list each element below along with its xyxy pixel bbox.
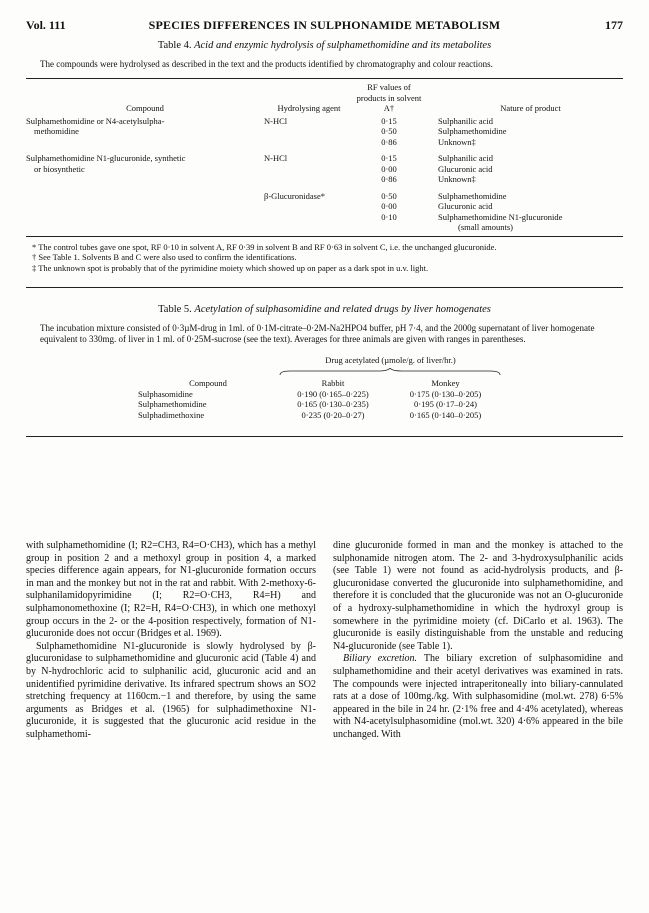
table4-cell-compound [26, 212, 264, 223]
table4-cell-agent [264, 126, 354, 137]
table4-footnote-3: ‡ The unknown spot is probably that of the pyrimidine moiety which showed up on paper as a dark spot in u.v. light. [32, 262, 429, 273]
table5-header-row [138, 378, 503, 389]
table4-caption-prefix: Table 4. [157, 40, 192, 51]
table4-cell-agent [264, 164, 354, 175]
table4-cell-agent [264, 174, 354, 185]
table5-col-rabbit: Rabbit [321, 378, 345, 388]
table5-brace [278, 368, 503, 376]
left-paragraph-1: with sulphamethomidine (I; R2=CH3, R4=O·CH3), which has a methyl group in position 2 and a methoxyl group in position 4, a marked species difference again appears, for N1-glucuronide formation occurs in man and the monkey but not in the rat and rabbit. With 2-methoxy-6-sulphanilamidopyrimidine (I; R2=O·CH3, R4=H) and sulphamonomethoxine (I; R2=H, R4=O·CH3), in which one methoxyl group occurs in the 2- or the 4-position respectively, formation of N1-glucuronide does not occur (Bridges et al. 1969). [26, 540, 316, 640]
table4-cell-rf: 0·50 [381, 190, 397, 201]
right-paragraph-1: dine glucuronide formed in man and the monkey is attached to the sulphonamide nitrogen atom. The 2- and 3-hydroxysulphanilic acids (see Table 1) were not found as acid-hydrolysis products, and β-glucuronidase converted the glucuronide into sulphamethomidine, and therefore it is concluded that the glucuronide was not an O-glucuronide of a hydroxy-sulphamethomidine in which the hydroxyl group is somewhere in the pyrimidine moiety (cf. DiCarlo et al. 1963). The glucuronide is easily distinguishable from the unstable and reducing N4-glucuronide (see Table 1). [333, 540, 623, 652]
table5-span-header: Drug acetylated (µmole/g. of liver/hr.) [325, 355, 456, 365]
table5-col-monkey: Monkey [431, 378, 460, 388]
table-row [26, 164, 623, 175]
right-column [333, 540, 623, 742]
table4-cell-compound: Sulphamethomidine or N4-acetylsulpha- [26, 115, 165, 126]
table4-cell-compound [26, 137, 264, 148]
table5-caption-prefix: Table 5. [158, 304, 192, 315]
table4-header-row [26, 82, 623, 116]
table5-description: The incubation mixture consisted of 0·3µM-drug in 1ml. of 0·1M-citrate–0·2M-Na2HPO4 buffer, pH 7·4, and the 2000g supernatant of liver homogenate equivalent to 330mg. of liver in 1 ml. of 0·25M-sucrose (see the text). Averages for three animals are given with ranges in parentheses. [40, 323, 595, 344]
table4-cell-agent [264, 222, 354, 233]
table4-cell-product: Glucuronic acid [438, 201, 493, 211]
table5-cell-rabbit: 0·190 (0·165–0·225) [297, 388, 369, 399]
table5-cell-monkey: 0·165 (0·140–0·205) [409, 409, 482, 420]
table4-cell-rf: 0·15 [381, 115, 397, 126]
table4-cell-product: Sulphanilic acid [438, 153, 494, 163]
table4-cell-agent: N-HCl [264, 115, 288, 126]
table4-cell-agent [264, 137, 354, 148]
table5-cell-compound: Sulphasomidine [138, 388, 193, 399]
table5-caption [26, 304, 623, 315]
table4-cell-rf: 0·86 [381, 174, 397, 184]
page [26, 18, 623, 437]
right-paragraph-2 [333, 653, 623, 741]
table4-cell-compound [26, 191, 264, 202]
table4-cell-product: Sulphamethomidine [438, 190, 507, 201]
table4-cell-product: Unknown‡ [438, 174, 476, 184]
table4-col-product: Nature of product [500, 103, 561, 113]
table5-col-compound: Compound [189, 378, 227, 388]
table4-cell-agent [264, 201, 354, 212]
table4-cell-compound [26, 201, 264, 212]
table4-cell-agent [264, 212, 354, 223]
table4-body [26, 116, 623, 233]
table-row [26, 222, 623, 233]
table4-cell-rf [354, 222, 424, 233]
volume-label: Vol. 111 [26, 18, 66, 32]
table4-description: The compounds were hydrolysed as described in the text and the products identified by chromatography and colour reactions. [40, 59, 493, 69]
table-row [26, 174, 623, 185]
table4-cell-rf: 0·15 [381, 153, 397, 163]
table-row [26, 116, 623, 127]
table4-cell-product: Sulphanilic acid [438, 115, 494, 126]
table-row [26, 212, 623, 223]
table-row [26, 201, 623, 212]
table4-footnote-1: * The control tubes gave one spot, RF 0·10 in solvent A, RF 0·39 in solvent B and RF 0·63 in solvent C, i.e. the unchanged glucuronide. [32, 241, 497, 252]
table4-cell-compound: methomidine [34, 126, 79, 136]
table4-cell-rf: 0·86 [381, 136, 397, 147]
table5-cell-rabbit: 0·235 (0·20–0·27) [301, 409, 365, 420]
table-row [26, 126, 623, 137]
table-row [138, 389, 503, 400]
body-text [26, 540, 623, 742]
table4-caption [26, 40, 623, 51]
table4-footnotes [26, 242, 623, 274]
table4-cell-rf: 0·00 [381, 163, 397, 174]
table-row [138, 399, 503, 410]
table4-cell-compound: or biosynthetic [34, 163, 85, 174]
table-row [26, 137, 623, 148]
table5-caption-text: Acetylation of sulphasomidine and related drugs by liver homogenates [194, 304, 491, 315]
table4-caption-text: Acid and enzymic hydrolysis of sulphamethomidine and its metabolites [194, 40, 492, 51]
running-header [26, 18, 623, 36]
table4-cell-product: Sulphamethomidine N1-glucuronide [438, 211, 563, 222]
table4-top-rule [26, 78, 623, 79]
table4-cell-product: Unknown‡ [438, 136, 476, 147]
table5-cell-compound: Sulphadimethoxine [138, 409, 205, 420]
table4 [26, 82, 623, 233]
table4-cell-product: Sulphamethomidine [438, 126, 507, 136]
table-row [26, 153, 623, 164]
table5 [138, 355, 503, 420]
left-paragraph-2: Sulphamethomidine N1-glucuronide is slowly hydrolysed by β-glucuronidase to sulphamethomidine and glucuronic acid (Table 4) and by N-hydrochloric acid to sulphanilic acid, glucuronic acid and an unidentified pyrimidine derivative. Its infrared spectrum shows an SO2 stretching frequency at 1160cm.−1 and therefore, by using the same arguments as Bridges et al. (1965) for sulphadimethoxine N1-glucuronide, it is suggested that the glucuronic acid residue in the sulphamethomi- [26, 640, 316, 740]
table4-cell-rf: 0·50 [381, 126, 397, 136]
table4-cell-product: (small amounts) [458, 222, 514, 232]
table4-col-rf: RF values of products in solvent A† [356, 82, 422, 113]
biliary-excretion-heading: Biliary excretion. [343, 653, 418, 665]
running-title: SPECIES DIFFERENCES IN SULPHONAMIDE METABOLISM [148, 18, 501, 32]
table4-cell-rf: 0·00 [381, 201, 397, 211]
table4-bottom-rule [26, 236, 623, 237]
left-column [26, 540, 316, 742]
page-number: 177 [605, 18, 623, 32]
table4-cell-agent: N-HCl [264, 153, 288, 163]
table5-cell-monkey: 0·195 (0·17–0·24) [413, 399, 478, 409]
table5-cell-compound: Sulphamethomidine [138, 399, 207, 409]
section-rule [26, 287, 623, 288]
biliary-excretion-text: The biliary excretion of sulphasomidine and sulphamethomidine and their acetyl derivatives was examined in rats. The compounds were injected intraperitoneally into biliary-cannulated rats at a dose of 100mg./kg. With sulphasomidine (mol.wt. 278) 6·5% appeared in the bile in 24 hr. (2·1% free and 4·4% acetylated), whereas with N4-acetylsulphasomidine (mol.wt. 320) 4·6% appeared in the bile unchanged. With [333, 653, 623, 740]
table4-cell-rf: 0·10 [381, 211, 397, 222]
table4-col-agent: Hydrolysing agent [277, 103, 341, 113]
table4-cell-compound: Sulphamethomidine N1-glucuronide, synthetic [26, 153, 186, 163]
table-row [26, 191, 623, 202]
table5-cell-rabbit: 0·165 (0·130–0·235) [297, 399, 369, 409]
table5-body [138, 389, 503, 421]
table4-cell-compound [26, 222, 264, 233]
table-row [138, 410, 503, 421]
table4-cell-product: Glucuronic acid [438, 163, 493, 174]
table5-cell-monkey: 0·175 (0·130–0·205) [409, 388, 482, 399]
table4-cell-compound [26, 174, 264, 185]
table4-cell-agent: β-Glucuronidase* [264, 190, 325, 201]
body-top-rule [26, 436, 623, 437]
table4-footnote-2: † See Table 1. Solvents B and C were also used to confirm the identifications. [32, 252, 297, 262]
table4-col-compound: Compound [126, 103, 164, 113]
